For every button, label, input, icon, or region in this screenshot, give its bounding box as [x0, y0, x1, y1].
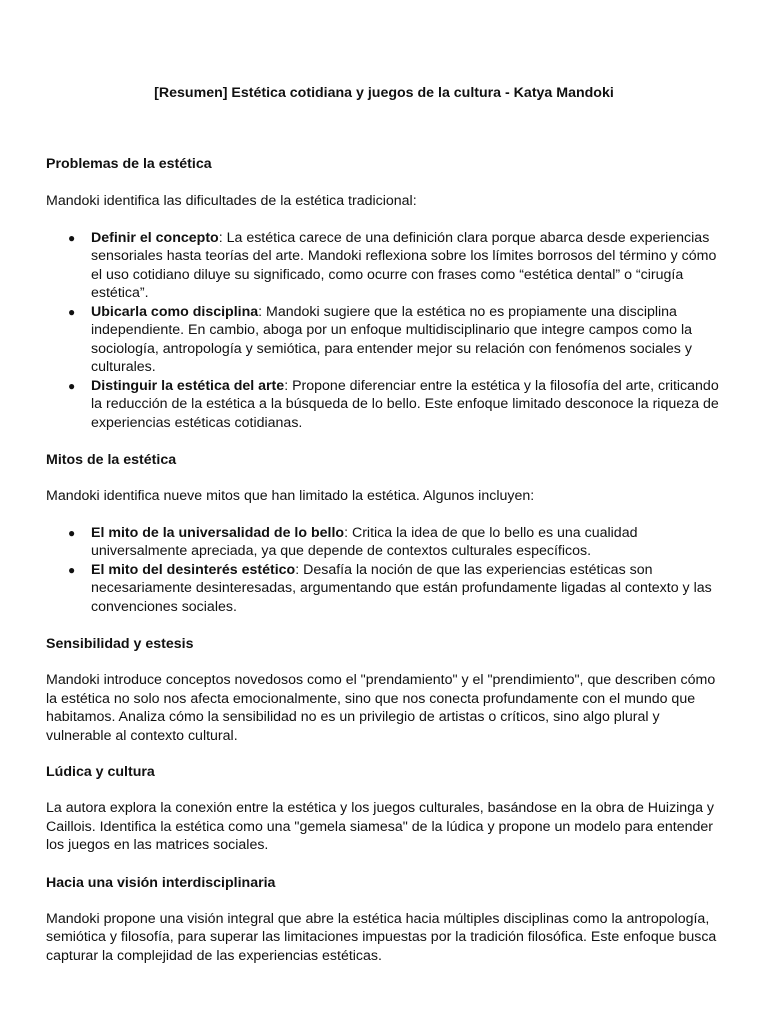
item-text: : Mandoki sugiere que la estética no es propiamente una disciplina independiente. En cambio, aboga por un enfoque multidisciplinario que integre campos como la sociología, antropología y semiótica, para entender mejor su relación con fenómenos sociales y culturales. — [91, 303, 692, 375]
item-term: Definir el concepto — [91, 229, 219, 246]
bullet-list — [46, 524, 722, 617]
section-paragraph: La autora explora la conexión entre la estética y los juegos culturales, basándose en la obra de Huizinga y Caillois. Identifica la estética como una "gemela siamesa" de la lúdica y propone un modelo para entender los juegos en las matrices sociales. — [46, 800, 715, 853]
section-heading: Mitos de la estética — [46, 452, 177, 468]
bullet-icon: ● — [68, 378, 76, 393]
document-title: [Resumen] Estética cotidiana y juegos de la cultura - Katya Mandoki — [154, 85, 614, 101]
bullet-list — [46, 229, 722, 433]
list-item — [46, 229, 722, 303]
section-problemas — [46, 155, 722, 432]
section-paragraph: Mandoki introduce conceptos novedosos como el "prendamiento" y el "prendimiento", que describen cómo la estética no solo nos afecta emocionalmente, sino que nos conecta profundamente con el mundo que habitamos. Analiza cómo la sensibilidad no es un privilegio de artistas o críticos, sino algo plural y vulnerable al contexto cultural. — [46, 672, 716, 744]
section-ludica — [46, 763, 722, 855]
section-heading: Problemas de la estética — [46, 156, 212, 172]
list-item — [46, 377, 722, 433]
item-term: El mito de la universalidad de lo bello — [91, 524, 345, 541]
bullet-icon: ● — [68, 525, 76, 540]
item-term: Ubicarla como disciplina — [91, 303, 259, 320]
section-heading: Hacia una visión interdisciplinaria — [46, 874, 276, 891]
item-text: : Desafía la noción de que las experiencias estéticas son necesariamente desinteresadas, argumentando que están profundamente ligadas al contexto y las convenciones sociales. — [91, 561, 712, 615]
bullet-icon: ● — [68, 562, 76, 577]
item-term: El mito del desinterés estético — [91, 561, 296, 578]
section-heading: Lúdica y cultura — [46, 764, 155, 780]
item-text: : Propone diferenciar entre la estética y la filosofía del arte, criticando la reducción de la estética a la búsqueda de lo bello. Este enfoque limitado desconoce la riqueza de experiencias estéticas cotidianas. — [91, 377, 719, 431]
item-text: : Critica la idea de que lo bello es una cualidad universalmente apreciada, ya que depende de contextos culturales específicos. — [91, 524, 638, 559]
section-sensibilidad — [46, 635, 722, 745]
section-paragraph: Mandoki propone una visión integral que abre la estética hacia múltiples disciplinas como la antropología, semiótica y filosofía, para superar las limitaciones impuestas por la tradición filosófica. Este enfoque busca capturar la complejidad de las experiencias estéticas. — [46, 910, 717, 964]
list-item — [46, 524, 722, 561]
bullet-icon: ● — [68, 304, 76, 319]
item-term: Distinguir la estética del arte — [91, 377, 285, 394]
section-intro: Mandoki identifica las dificultades de la estética tradicional: — [46, 193, 417, 209]
section-intro: Mandoki identifica nueve mitos que han limitado la estética. Algunos incluyen: — [46, 488, 535, 504]
section-vision — [46, 874, 722, 966]
list-item — [46, 561, 722, 617]
section-mitos — [46, 451, 722, 616]
list-item — [46, 303, 722, 377]
bullet-icon: ● — [68, 230, 76, 245]
item-text: : La estética carece de una definición clara porque abarca desde experiencias sensoriales hasta teorías del arte. Mandoki reflexiona sobre los límites borrosos del término y cómo el uso cotidiano diluye su significado, como ocurre con frases como “estética dental” o “cirugía estética”. — [91, 229, 717, 301]
section-heading: Sensibilidad y estesis — [46, 636, 194, 652]
